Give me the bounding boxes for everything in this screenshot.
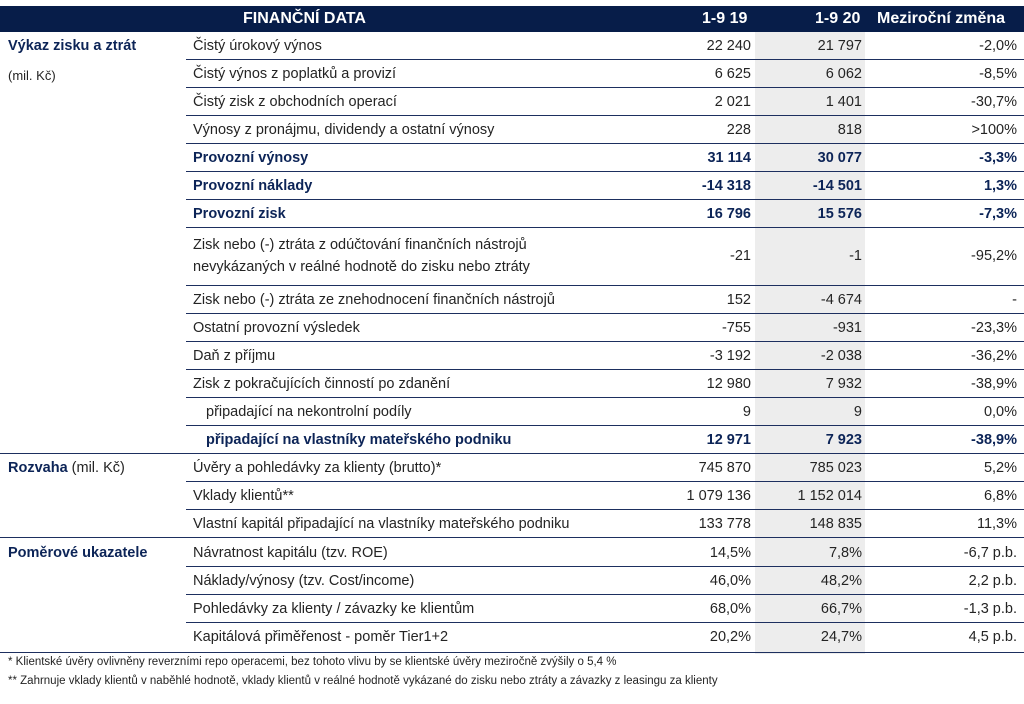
- table-row: [0, 398, 1024, 426]
- footnote-2: ** Zahrnuje vklady klientů v naběhlé hodnotě, vklady klientů v reálné hodnotě vykázané do zisku nebo ztráty a závazky z leasingu za klienty: [8, 675, 718, 687]
- row-value-1-9-19: 12 971: [706, 432, 751, 448]
- row-value-1-9-20: -1: [849, 248, 862, 264]
- row-label: Zisk nebo (-) ztráta ze znehodnocení finančních nástrojů: [193, 292, 555, 308]
- row-label-line-1: Zisk nebo (-) ztráta z odúčtování finančních nástrojů: [193, 237, 527, 253]
- row-label: Provozní zisk: [193, 206, 286, 222]
- row-label: Provozní náklady: [193, 178, 313, 194]
- row-value-1-9-19: 152: [726, 292, 751, 308]
- column-header-yoy-change: Meziroční změna: [877, 10, 1006, 27]
- table-header: [0, 6, 1024, 32]
- table-row: [0, 342, 1024, 370]
- row-label: Náklady/výnosy (tzv. Cost/income): [193, 573, 415, 589]
- row-value-change: -3,3%: [979, 150, 1017, 166]
- row-value-change: -30,7%: [971, 94, 1017, 110]
- column-header-1-9-20: 1-9 20: [815, 10, 861, 27]
- section-balance-title: Rozvaha: [8, 460, 68, 476]
- row-value-1-9-20: 9: [853, 404, 862, 420]
- row-value-change: 5,2%: [983, 460, 1017, 476]
- table-title: FINANČNÍ DATA: [243, 10, 366, 27]
- table-row: [0, 370, 1024, 398]
- row-value-1-9-19: 68,0%: [709, 601, 751, 617]
- section-divider: [0, 537, 1024, 538]
- row-value-1-9-20: -4 674: [820, 292, 862, 308]
- row-label: připadající na vlastníky mateřského podniku: [206, 432, 512, 448]
- row-label: Návratnost kapitálu (tzv. ROE): [193, 545, 388, 561]
- row-label: Vklady klientů**: [193, 488, 294, 504]
- table-row-total: [0, 172, 1024, 200]
- table-row: [0, 454, 1024, 482]
- row-value-1-9-20: 148 835: [809, 516, 862, 532]
- row-value-1-9-20: 30 077: [817, 150, 862, 166]
- table-row-total: [0, 200, 1024, 228]
- row-value-1-9-19: 9: [742, 404, 751, 420]
- table-row: [0, 116, 1024, 144]
- row-value-1-9-19: 46,0%: [709, 573, 751, 589]
- table-row: [0, 60, 1024, 88]
- row-value-1-9-19: 20,2%: [709, 629, 751, 645]
- row-value-1-9-19: 1 079 136: [686, 488, 751, 504]
- row-value-change: 11,3%: [976, 516, 1017, 532]
- row-value-1-9-20: 818: [837, 122, 862, 138]
- table-row: [0, 595, 1024, 623]
- footnote-1: * Klientské úvěry ovlivněny reverzními repo operacemi, bez tohoto vlivu by se klientské úvěry meziročně zvýšily o 5,4 %: [8, 656, 617, 668]
- row-value-change: -38,9%: [971, 376, 1017, 392]
- row-label: Čistý výnos z poplatků a provizí: [193, 66, 397, 82]
- row-value-change: -1,3 p.b.: [963, 601, 1017, 617]
- table-row: [0, 228, 1024, 286]
- table-row: [0, 286, 1024, 314]
- row-label: Pohledávky za klienty / závazky ke klientům: [193, 601, 475, 617]
- row-value-1-9-20: 24,7%: [820, 629, 862, 645]
- row-value-1-9-20: 1 152 014: [797, 488, 862, 504]
- section-balance-unit: (mil. Kč): [71, 460, 125, 476]
- row-value-1-9-19: -21: [730, 248, 751, 264]
- row-value-1-9-20: -14 501: [812, 178, 862, 194]
- table-row: [0, 32, 1024, 60]
- row-value-change: 4,5 p.b.: [968, 629, 1017, 645]
- row-value-change: -6,7 p.b.: [963, 545, 1017, 561]
- table-row: [0, 88, 1024, 116]
- table-row-total: [0, 426, 1024, 454]
- row-label: Úvěry a pohledávky za klienty (brutto)*: [193, 460, 442, 476]
- table-bottom-border: [0, 652, 1024, 653]
- table-row: [0, 623, 1024, 653]
- row-value-1-9-20: 1 401: [825, 94, 862, 110]
- table-row-total: [0, 144, 1024, 172]
- row-value-1-9-20: 15 576: [817, 206, 862, 222]
- row-value-change: 6,8%: [983, 488, 1017, 504]
- row-label: Provozní výnosy: [193, 150, 309, 166]
- row-label: Čistý zisk z obchodních operací: [193, 94, 397, 110]
- row-value-1-9-20: -2 038: [820, 348, 862, 364]
- row-value-change: -36,2%: [971, 348, 1017, 364]
- row-value-1-9-19: 6 625: [714, 66, 751, 82]
- row-value-1-9-20: 21 797: [817, 38, 862, 54]
- row-value-change: -2,0%: [979, 38, 1017, 54]
- row-label: Výnosy z pronájmu, dividendy a ostatní výnosy: [193, 122, 495, 138]
- column-header-1-9-19: 1-9 19: [702, 10, 748, 27]
- row-value-change: -95,2%: [971, 248, 1017, 264]
- row-value-1-9-20: 7,8%: [828, 545, 862, 561]
- row-label: Daň z příjmu: [193, 348, 276, 364]
- row-value-1-9-19: 16 796: [706, 206, 751, 222]
- section-income-statement: Výkaz zisku a ztrát: [8, 38, 137, 54]
- row-label: Vlastní kapitál připadající na vlastníky mateřského podniku: [193, 516, 570, 532]
- table-row: [0, 482, 1024, 510]
- row-value-1-9-19: 14,5%: [709, 545, 751, 561]
- row-label: Čistý úrokový výnos: [193, 38, 322, 54]
- row-value-change: -8,5%: [979, 66, 1017, 82]
- row-value-1-9-19: 745 870: [698, 460, 751, 476]
- row-label: Ostatní provozní výsledek: [193, 320, 360, 336]
- row-value-1-9-19: 2 021: [714, 94, 751, 110]
- row-value-1-9-20: 66,7%: [820, 601, 862, 617]
- row-label: Zisk z pokračujících činností po zdanění: [193, 376, 451, 392]
- row-label: Kapitálová přiměřenost - poměr Tier1+2: [193, 629, 449, 645]
- row-value-1-9-19: 22 240: [706, 38, 751, 54]
- row-value-1-9-19: 228: [726, 122, 751, 138]
- section-income-unit: (mil. Kč): [8, 68, 56, 83]
- row-value-change: 1,3%: [983, 178, 1017, 194]
- row-value-change: -38,9%: [971, 432, 1017, 448]
- row-value-change: 2,2 p.b.: [968, 573, 1017, 589]
- row-value-change: 0,0%: [983, 404, 1017, 420]
- row-value-1-9-20: 7 932: [825, 376, 862, 392]
- row-value-1-9-20: -931: [832, 320, 862, 336]
- row-value-1-9-19: -3 192: [709, 348, 751, 364]
- row-label-line-2: nevykázaných v reálné hodnotě do zisku nebo ztráty: [193, 259, 530, 275]
- table-row: [0, 314, 1024, 342]
- row-value-change: >100%: [971, 122, 1017, 138]
- row-value-1-9-20: 48,2%: [820, 573, 862, 589]
- row-value-1-9-19: -14 318: [701, 178, 751, 194]
- table-row: [0, 567, 1024, 595]
- row-value-change: -: [1012, 292, 1017, 308]
- row-value-1-9-20: 6 062: [825, 66, 862, 82]
- row-value-1-9-19: -755: [721, 320, 751, 336]
- row-value-change: -23,3%: [971, 320, 1017, 336]
- table-row: [0, 510, 1024, 538]
- row-value-1-9-19: 12 980: [706, 376, 751, 392]
- row-label: připadající na nekontrolní podíly: [206, 404, 412, 420]
- row-value-1-9-20: 7 923: [825, 432, 862, 448]
- row-value-1-9-19: 31 114: [707, 150, 751, 166]
- row-value-1-9-20: 785 023: [809, 460, 862, 476]
- section-ratios: Poměrové ukazatele: [8, 545, 148, 561]
- row-value-1-9-19: 133 778: [698, 516, 751, 532]
- table-row: [0, 539, 1024, 567]
- row-value-change: -7,3%: [979, 206, 1017, 222]
